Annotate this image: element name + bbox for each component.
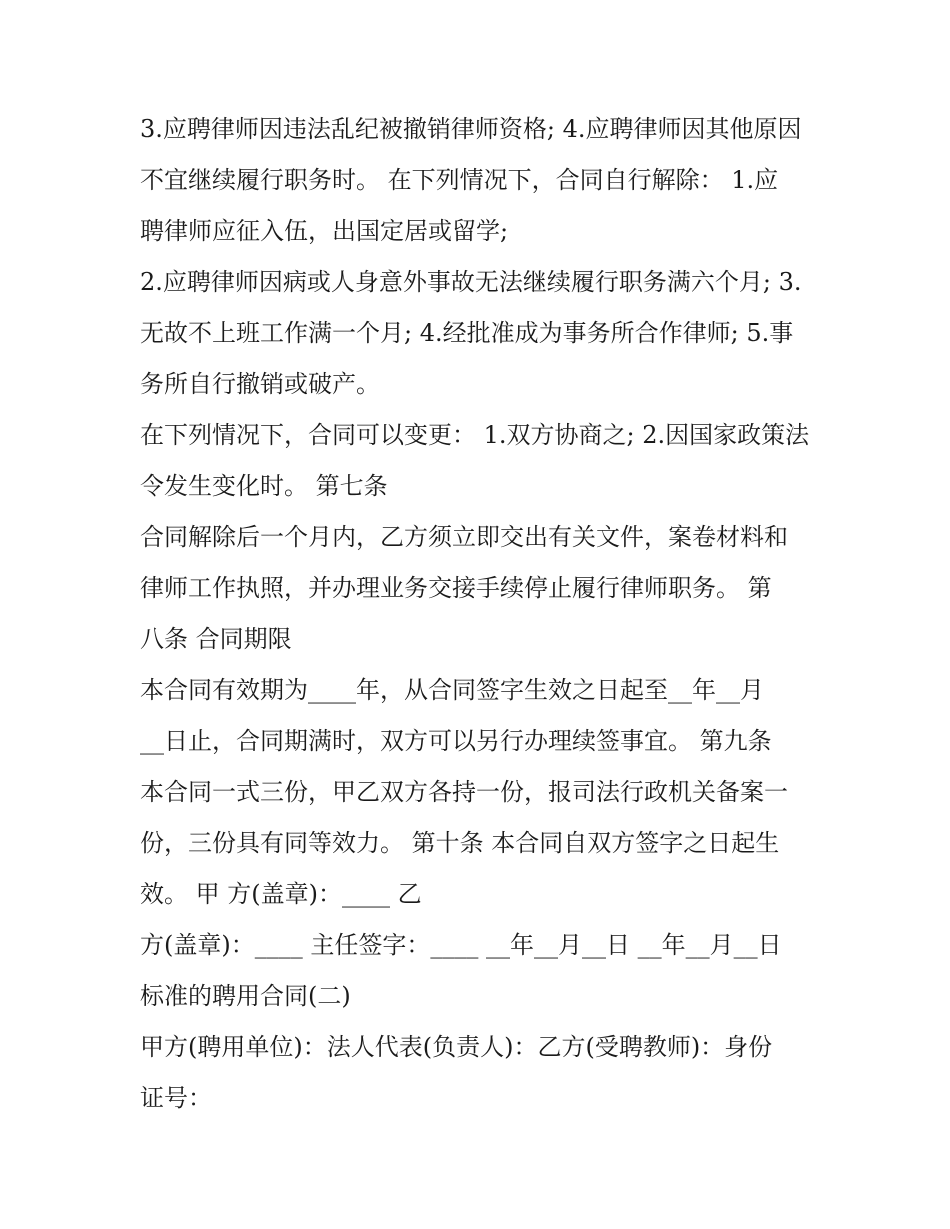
text-line: 在下列情况下，合同可以变更： 1.双方协商之; 2.因国家政策法 — [140, 421, 810, 449]
text-line: 3.应聘律师因违法乱纪被撤销律师资格; 4.应聘律师因其他原因 — [140, 115, 802, 143]
text-line: 效。 甲 方(盖章)：____ 乙 — [140, 880, 422, 908]
text-line: 甲方(聘用单位)：法人代表(负责人)：乙方(受聘教师)：身份 — [140, 1033, 773, 1061]
contract-text-body — [140, 104, 820, 1124]
text-line: 律师工作执照，并办理业务交接手续停止履行律师职务。 第 — [140, 574, 772, 602]
text-line: __日止，合同期满时，双方可以另行办理续签事宜。 第九条 — [140, 727, 772, 755]
text-line: 八条 合同期限 — [140, 625, 292, 653]
text-line: 证号： — [140, 1084, 212, 1112]
text-line: 本合同一式三份，甲乙双方各持一份，报司法行政机关备案一 — [140, 778, 788, 806]
text-line: 方(盖章)：____ 主任签字：____ __年__月__日 __年__月__日 — [140, 931, 782, 959]
text-line: 本合同有效期为____年，从合同签字生效之日起至__年__月 — [140, 676, 764, 704]
text-line: 份，三份具有同等效力。 第十条 本合同自双方签字之日起生 — [140, 829, 780, 857]
text-line: 无故不上班工作满一个月; 4.经批准成为事务所合作律师; 5.事 — [140, 319, 794, 347]
text-line: 令发生变化时。 第七条 — [140, 472, 388, 500]
text-line: 务所自行撤销或破产。 — [140, 370, 380, 398]
text-line: 聘律师应征入伍，出国定居或留学; — [140, 217, 509, 245]
text-line: 2.应聘律师因病或人身意外事故无法继续履行职务满六个月; 3. — [140, 268, 802, 296]
section-title: 标准的聘用合同(二) — [140, 982, 351, 1010]
text-line: 合同解除后一个月内，乙方须立即交出有关文件，案卷材料和 — [140, 523, 788, 551]
text-line: 不宜继续履行职务时。 在下列情况下，合同自行解除： 1.应 — [140, 166, 779, 194]
